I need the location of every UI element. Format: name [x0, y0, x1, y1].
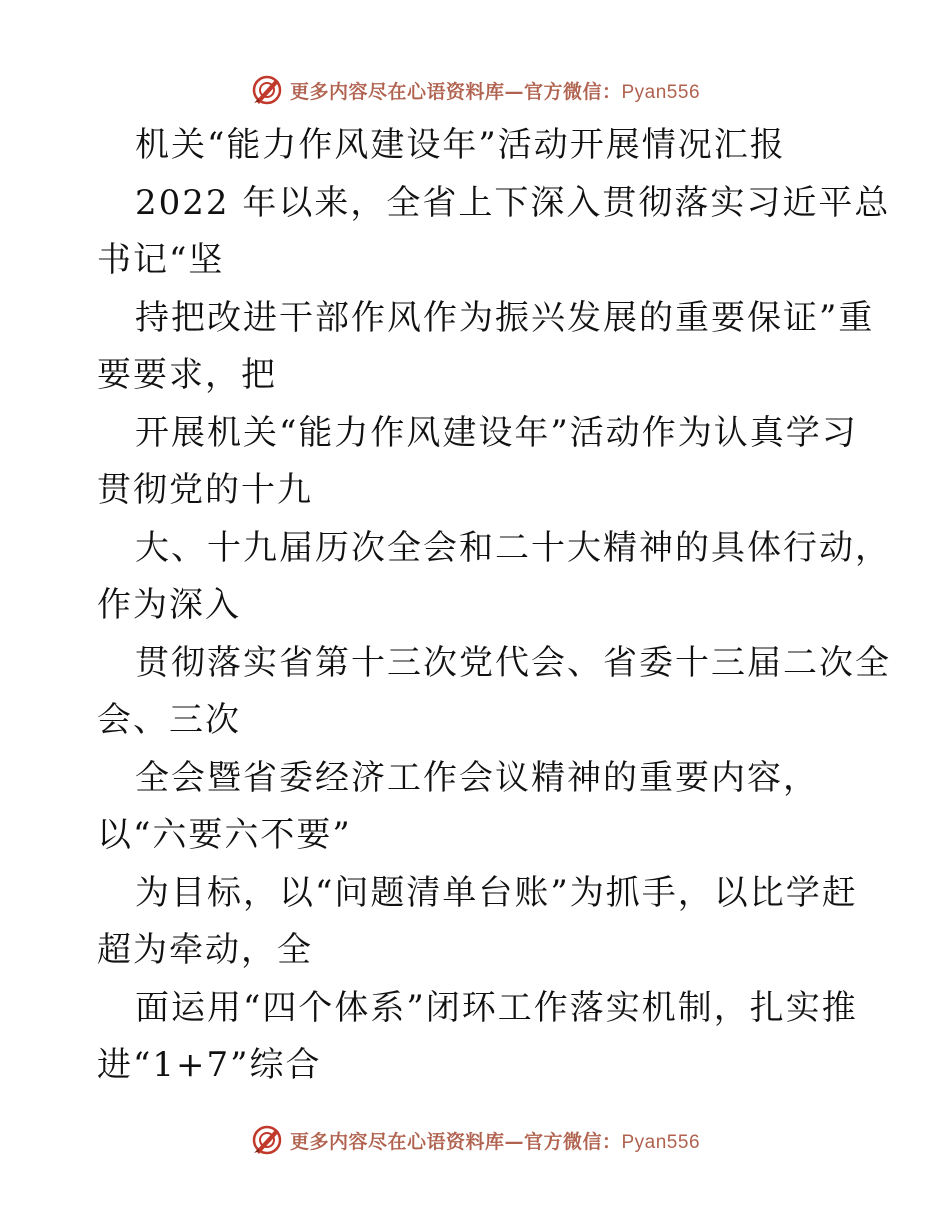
- paragraph-line: 进“1+7”综合: [97, 1045, 322, 1085]
- paragraph-line: 超为牵动，全: [97, 930, 313, 970]
- pen-logo-icon: [250, 1123, 284, 1157]
- paragraph-line: 会、三次: [97, 700, 241, 740]
- header-banner: [0, 70, 950, 110]
- paragraph-line: 开展机关“能力作风建设年”活动作为认真学习: [135, 412, 858, 453]
- banner-text: [290, 1127, 700, 1154]
- paragraph-line: 持把改进干部作风作为振兴发展的重要保证”重: [135, 297, 875, 338]
- pen-logo-icon: [250, 73, 284, 107]
- paragraph-line: 要要求，把: [97, 355, 277, 395]
- wechat-id: Pyan556: [621, 81, 701, 103]
- paragraph-line: 贯彻落实省第十三次党代会、省委十三届二次全: [135, 642, 891, 683]
- paragraph-line: 以“六要六不要”: [97, 815, 352, 855]
- paragraph-line: 贯彻党的十九: [97, 470, 313, 510]
- banner-slogan: 更多内容尽在心语资料库—官方微信：: [289, 80, 622, 103]
- paragraph-line: 大、十九届历次全会和二十大精神的具体行动，: [135, 527, 891, 568]
- paragraph-line: 全会暨省委经济工作会议精神的重要内容，: [135, 757, 819, 798]
- document-title: 机关“能力作风建设年”活动开展情况汇报: [135, 125, 786, 165]
- document-body: [97, 117, 891, 1095]
- banner-slogan: 更多内容尽在心语资料库—官方微信：: [289, 1130, 622, 1153]
- paragraph-line: 书记“坚: [97, 240, 225, 280]
- paragraph-line: 2022 年以来，全省上下深入贯彻落实习近平总: [135, 182, 891, 223]
- footer-banner: [0, 1120, 950, 1160]
- banner-text: [290, 77, 700, 104]
- paragraph-line: 面运用“四个体系”闭环工作落实机制，扎实推: [135, 987, 858, 1028]
- paragraph-line: 为目标，以“问题清单台账”为抓手，以比学赶: [135, 872, 858, 913]
- wechat-id: Pyan556: [621, 1131, 701, 1153]
- paragraph-line: 作为深入: [97, 585, 241, 625]
